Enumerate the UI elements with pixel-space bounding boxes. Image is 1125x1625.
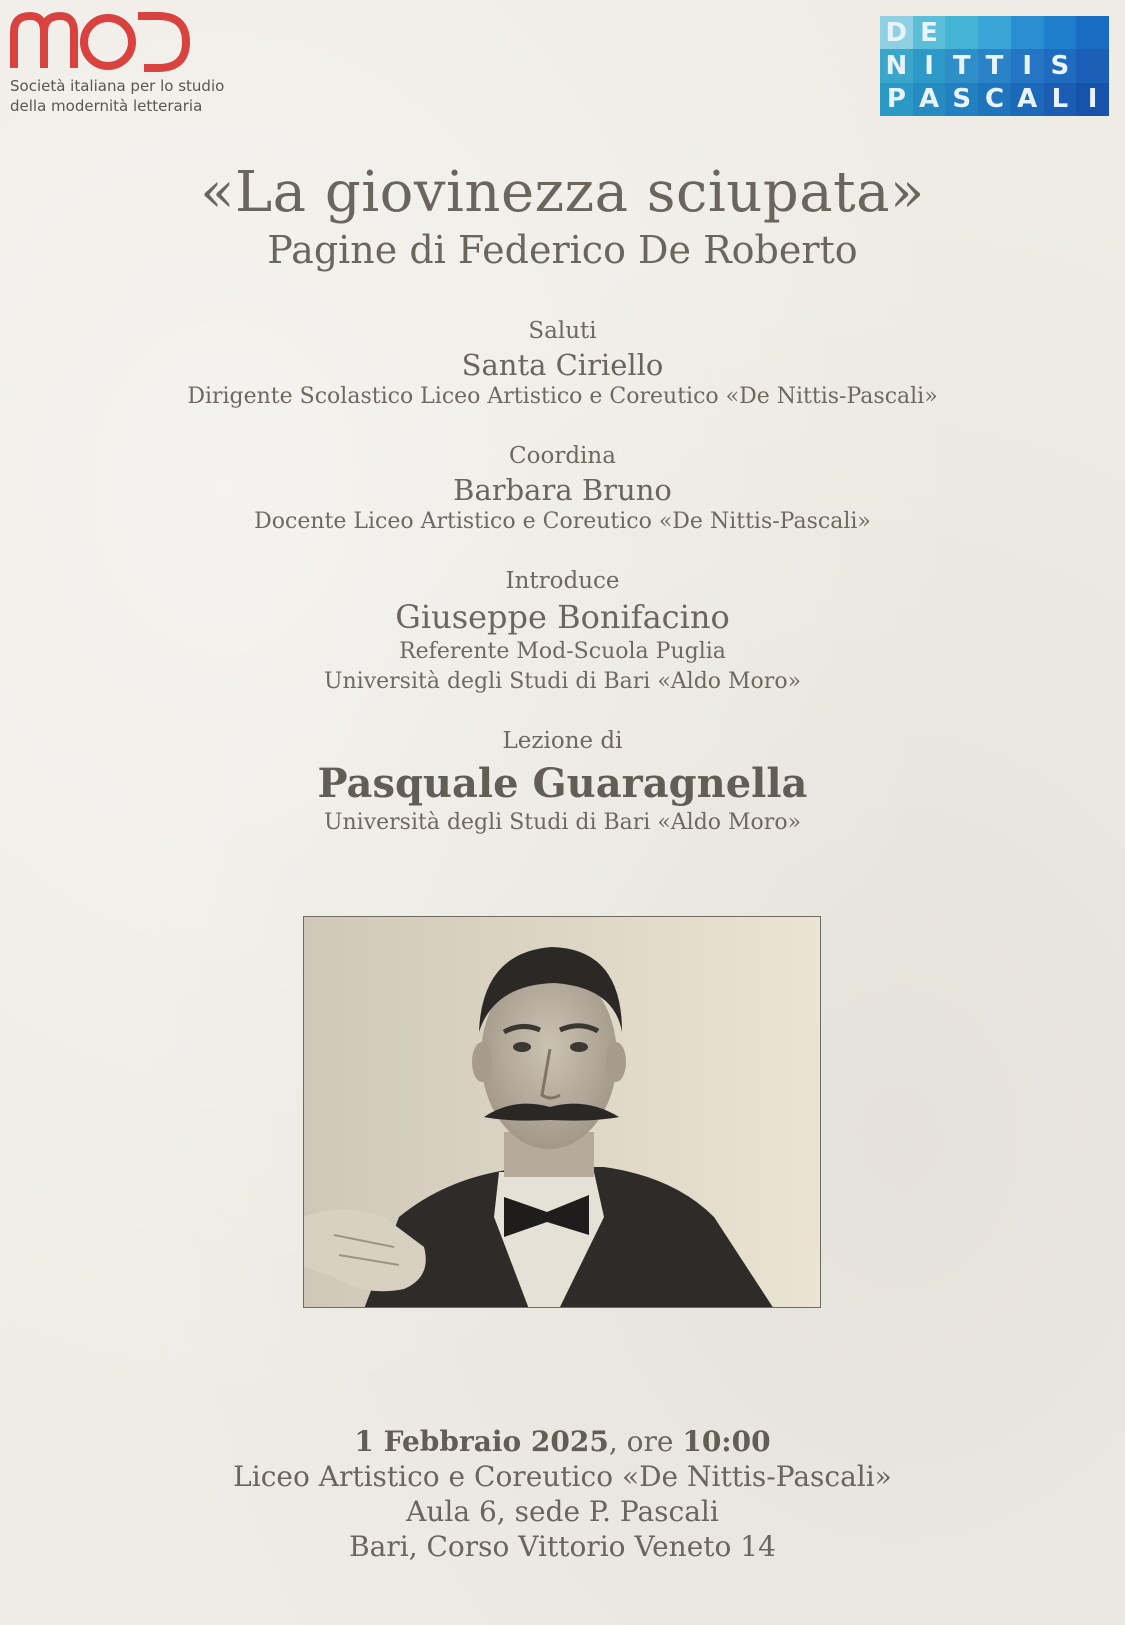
affiliation-coordina: Docente Liceo Artistico e Coreutico «De Nittis-Pascali» [254,509,871,534]
logo-letter: N [880,49,913,82]
event-date: 1 Febbraio 2025 [354,1425,609,1458]
mod-subtitle-line2: della modernità letteraria [10,97,203,115]
event-datetime [0,1425,1125,1458]
logo-letter: T [978,49,1011,82]
mod-logo [10,10,240,116]
affiliation-introduce-2: Università degli Studi di Bari «Aldo Moro» [323,669,802,694]
event-room: Aula 6, sede P. Pascali [406,1495,719,1528]
portrait-photo [303,916,821,1308]
logo-letter: S [1044,49,1077,82]
logo-letter: D [880,16,913,49]
logo-letter: I [1011,49,1044,82]
logo-letter: I [1076,83,1109,116]
event-venue: Liceo Artistico e Coreutico «De Nittis-Pascali» [233,1460,892,1493]
logo-letter: A [1011,83,1044,116]
logo-letter: I [913,49,946,82]
affiliation-introduce-1: Referente Mod-Scuola Puglia [399,639,726,664]
event-time: 10:00 [682,1425,771,1458]
affiliation-saluti: Dirigente Scolastico Liceo Artistico e Coreutico «De Nittis-Pascali» [187,384,938,409]
role-saluti: Saluti [528,318,597,344]
mod-subtitle-line1: Società italiana per lo studio [10,77,225,95]
affiliation-lezione: Università degli Studi di Bari «Aldo Moro» [323,810,802,835]
speaker-lezione: Pasquale Guaragnella [317,760,808,807]
event-address: Bari, Corso Vittorio Veneto 14 [349,1530,776,1563]
de-nittis-pascali-logo [880,16,1109,116]
logo-letter: T [945,49,978,82]
role-coordina: Coordina [509,443,616,469]
logo-letter: P [880,83,913,116]
logo-letter: E [913,16,946,49]
role-introduce: Introduce [505,568,620,594]
event-title: «La giovinezza sciupata» [200,160,925,225]
logo-letter: S [945,83,978,116]
event-time-prefix: , ore [608,1425,683,1458]
role-lezione: Lezione di [502,728,623,754]
logo-letter: A [913,83,946,116]
event-subtitle: Pagine di Federico De Roberto [267,228,858,272]
speaker-saluti: Santa Ciriello [461,348,664,382]
logo-letter: L [1044,83,1077,116]
speaker-coordina: Barbara Bruno [453,473,672,507]
logo-letter: C [978,83,1011,116]
mod-wordmark [10,10,190,72]
speaker-introduce: Giuseppe Bonifacino [395,598,730,636]
